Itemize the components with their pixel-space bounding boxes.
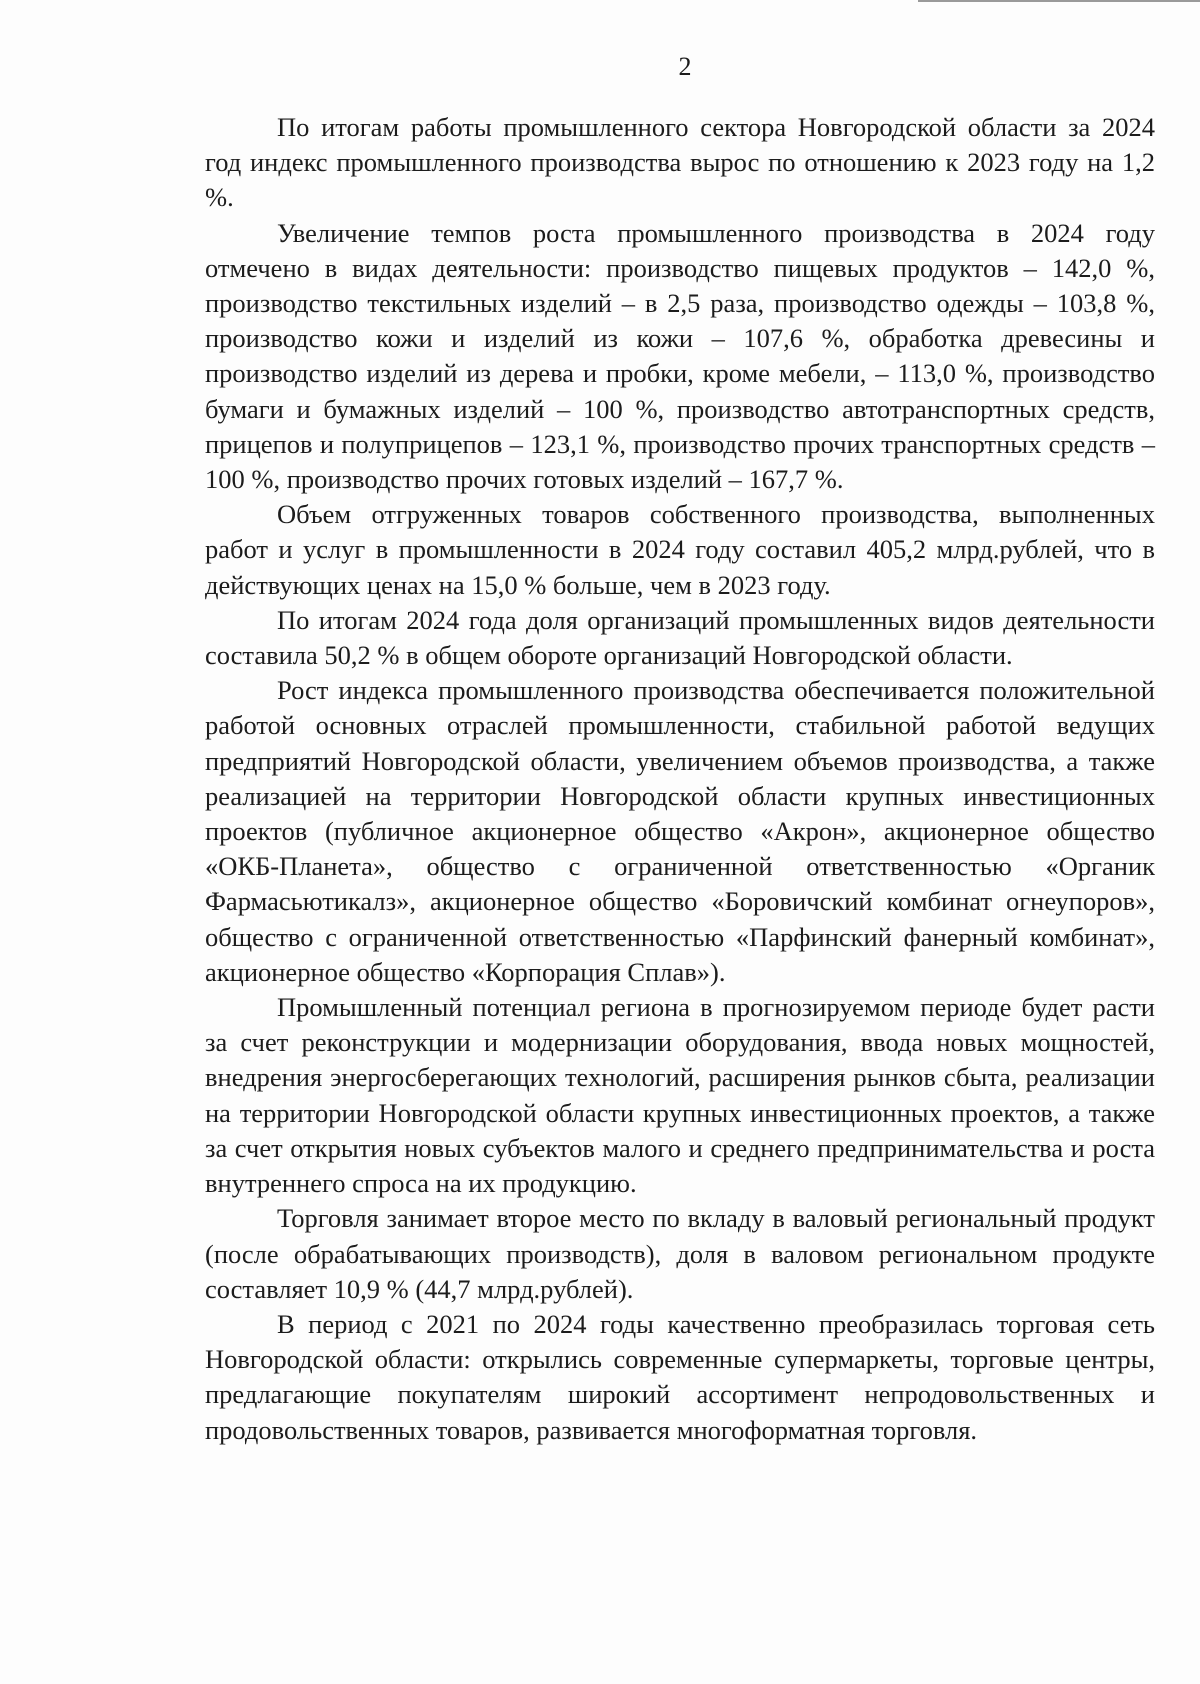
paragraph-shipped-goods-volume: Объем отгруженных товаров собственного производства, выполненных работ и услуг в промышленности в 2024 году составил 405,2 млрд.рублей, что в действующих ценах на 15,0 % больше, чем в 2023 году.: [205, 499, 1155, 600]
paragraph-trade-share: Торговля занимает второе место по вкладу в валовый региональный продукт (после обрабатывающих производств), доля в валовом региональном продукте составляет 10,9 % (44,7 млрд.рублей).: [205, 1203, 1155, 1304]
paragraph-industrial-index: По итогам работы промышленного сектора Новгородской области за 2024 год индекс промышленного производства вырос по отношению к 2023 году на 1,2 %.: [205, 112, 1155, 213]
paragraph-growth-drivers: Рост индекса промышленного производства обеспечивается положительной работой основных отраслей промышленности, стабильной работой ведущих предприятий Новгородской области, увеличением объемов производства, а также реализацией на территории Новгородской области крупных инвестиционных проектов (публичное акционерное общество «Акрон», акционерное общество «ОКБ-Планета», общество с ограниченной ответственностью «Органик Фармасьютикалз», акционерное общество «Боровичский комбинат огнеупоров», общество с ограниченной ответственностью «Парфинский фанерный комбинат», акционерное общество «Корпорация Сплав»).: [205, 675, 1155, 987]
document-body: [205, 110, 1155, 1448]
top-edge-rule: [918, 0, 1200, 2]
paragraph-trade-network: В период с 2021 по 2024 годы качественно преобразилась торговая сеть Новгородской области: открылись современные супермаркеты, торговые центры, предлагающие покупателям широкий ассортимент непродовольственных и продовольственных товаров, развивается многоформатная торговля.: [205, 1308, 1155, 1445]
page-number: 2: [678, 52, 692, 81]
paragraph-growth-by-activity: Увеличение темпов роста промышленного производства в 2024 году отмечено в видах деятельности: производство пищевых продуктов – 142,0 %, производство текстильных изделий – в 2,5 раза, производство одежды – 103,8 %, производство кожи и изделий из кожи – 107,6 %, обработка древесины и производство изделий из дерева и пробки, кроме мебели, – 113,0 %, производство бумаги и бумажных изделий – 100 %, производство автотранспортных средств, прицепов и полуприцепов – 123,1 %, производство прочих транспортных средств – 100 %, производство прочих готовых изделий – 167,7 %.: [205, 217, 1155, 495]
paragraph-industrial-potential: Промышленный потенциал региона в прогнозируемом периоде будет расти за счет реконструкции и модернизации оборудования, ввода новых мощностей, внедрения энергосберегающих технологий, расширения рынков сбыта, реализации на территории Новгородской области крупных инвестиционных проектов, а также за счет открытия новых субъектов малого и среднего предпринимательства и роста внутреннего спроса на их продукцию.: [205, 992, 1155, 1199]
paragraph-industrial-share: По итогам 2024 года доля организаций промышленных видов деятельности составила 50,2 % в общем обороте организаций Новгородской области.: [205, 604, 1155, 671]
